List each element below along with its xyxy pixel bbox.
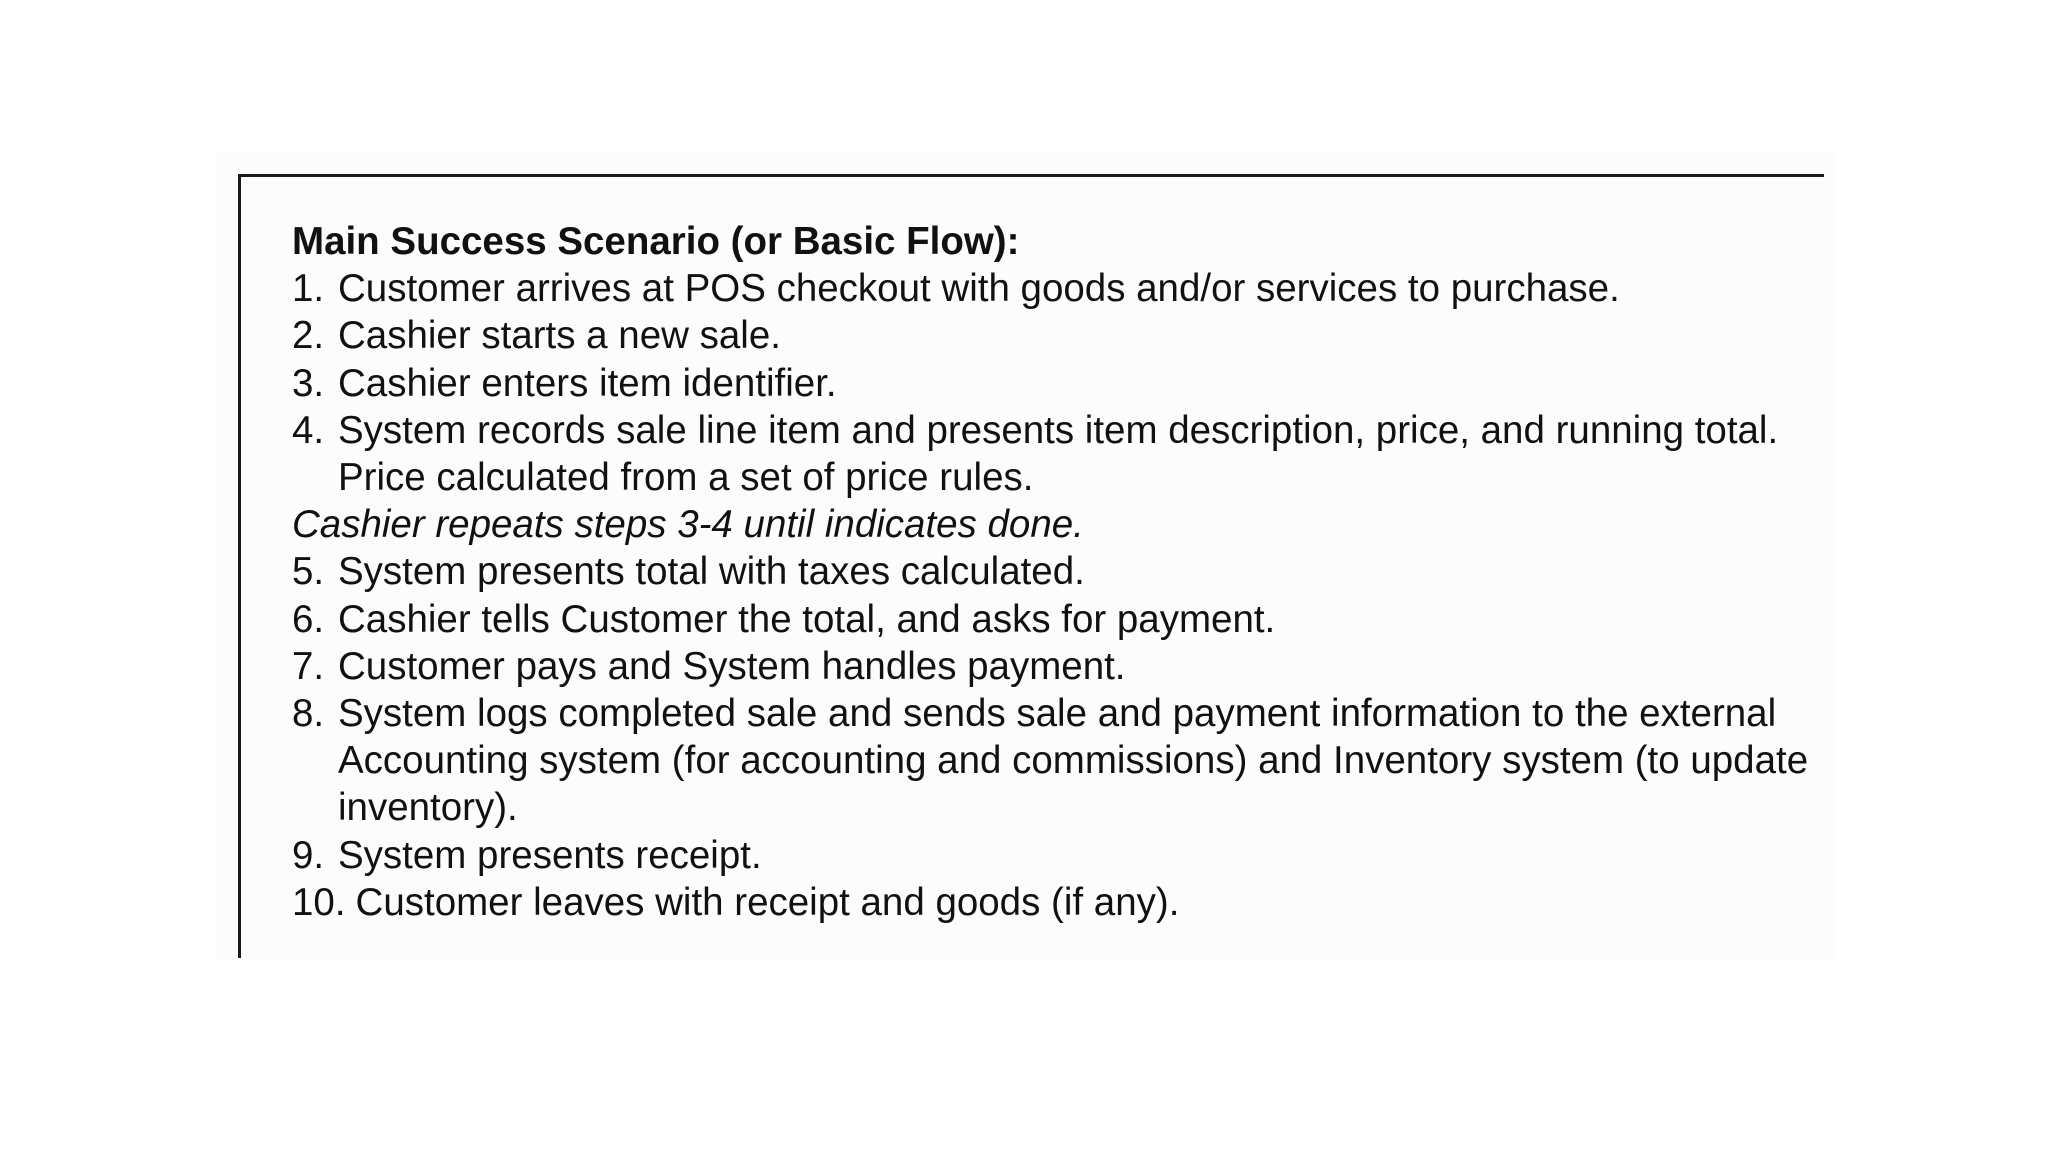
step-text: Customer pays and System handles payment. <box>338 644 1126 688</box>
step-number: 8. <box>292 692 325 736</box>
step-8 <box>292 690 1812 832</box>
step-text: Cashier tells Customer the total, and asks for payment. <box>338 597 1276 641</box>
step-4 <box>292 407 1812 501</box>
step-5 <box>292 548 1812 595</box>
step-1 <box>292 265 1812 312</box>
use-case-text <box>292 218 1812 926</box>
step-text: Cashier starts a new sale. <box>338 314 781 358</box>
scenario-heading: Main Success Scenario (or Basic Flow): <box>292 220 1020 263</box>
step-9 <box>292 832 1812 879</box>
step-text: System records sale line item and presents item description, price, and running total. Price calculated from a set of price rules. <box>338 408 1779 500</box>
step-number: 4. <box>292 408 325 452</box>
step-text: Customer leaves with receipt and goods (if any). <box>355 880 1180 924</box>
step-text: System presents receipt. <box>338 833 762 877</box>
step-text: System presents total with taxes calculated. <box>338 550 1085 594</box>
step-number: 5. <box>292 550 325 594</box>
step-text: Customer arrives at POS checkout with goods and/or services to purchase. <box>338 267 1620 311</box>
step-number: 2. <box>292 314 325 358</box>
step-number: 6. <box>292 597 325 641</box>
step-number: 7. <box>292 644 325 688</box>
step-7 <box>292 643 1812 690</box>
step-text: System logs completed sale and sends sale and payment information to the external Accounting system (for accounting and commissions) and Inventory system (to update inventory). <box>338 692 1809 830</box>
step-2 <box>292 312 1812 359</box>
step-number: 10. <box>292 880 346 924</box>
step-number: 1. <box>292 267 325 311</box>
step-number: 3. <box>292 361 325 405</box>
step-10 <box>292 879 1812 926</box>
step-6 <box>292 596 1812 643</box>
step-text: Cashier enters item identifier. <box>338 361 837 405</box>
step-3 <box>292 360 1812 407</box>
step-number: 9. <box>292 833 325 877</box>
repeat-note: Cashier repeats steps 3-4 until indicates done. <box>292 503 1084 547</box>
